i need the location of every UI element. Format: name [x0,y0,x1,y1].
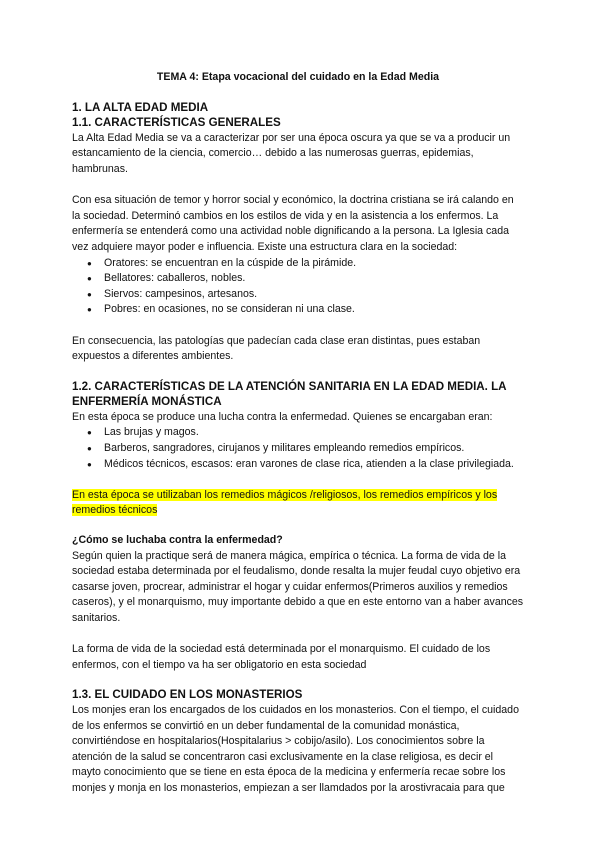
section-1-2-heading: 1.2. CARACTERÍSTICAS DE LA ATENCIÓN SANITARIA EN LA EDAD MEDIA. LA ENFERMERÍA MONÁSTICA [72,379,507,409]
section-1-heading: 1. LA ALTA EDAD MEDIA [72,100,209,114]
list-item: ● Las brujas y magos. [104,425,524,441]
section-1-2-paragraph-1: En esta época se produce una lucha contra la enfermedad. Quienes se encargaban eran: [72,410,493,423]
document-body [72,70,524,797]
section-1-2-paragraph-3: La forma de vida de la sociedad está determinada por el monarquismo. El cuidado de los enfermos, con el tiempo va ha ser obligatorio en esta sociedad [72,643,491,671]
social-classes-list [72,256,524,318]
section-1-3-heading: 1.3. EL CUIDADO EN LOS MONASTERIOS [72,688,303,702]
list-item: ● Oratores: se encuentran en la cúspide de la pirámide. [104,256,524,272]
healers-list [72,425,524,472]
section-1-2-paragraph-2: Según quien la practique será de manera mágica, empírica o técnica. La forma de vida de la sociedad estaba determinada por el feudalismo, donde resalta la mujer feudal cuyo objetivo era casarse joven, procrear, administrar el hogar y cuidar enfermos(Primeros auxilios y remedios caseros), y el monarquismo, muy importante debido a que en este entorno van a haber avances sanitarios. [72,549,524,624]
document-title: TEMA 4: Etapa vocacional del cuidado en la Edad Media [156,71,440,83]
question-heading: ¿Cómo se luchaba contra la enfermedad? [72,534,283,547]
list-item: ● Pobres: en ocasiones, no se consideran ni una clase. [104,302,524,318]
section-1-3-paragraph-1: Los monjes eran los encargados de los cuidados en los monasterios. Con el tiempo, el cuidado de los enfermos se convirtió en un deber fundamental de la comunidad monástica, convirtiéndose en hospitalarios(Hospitalarius > cobijo/asilo). Los conocimientos sobre la atención de la salud se concentraron casi exclusivamente en la clase religiosa, es decir el mayto conocimiento que se tiene en esta época de la medicina y enfermería recae sobre los monjes y monja en los monasterios, empiezan a ser llamdados por la arostivracaia para que [72,703,519,794]
list-item: ● Barberos, sangradores, cirujanos y militares empleando remedios empíricos. [104,441,524,457]
section-1-1-paragraph-2: Con esa situación de temor y horror social y económico, la doctrina cristiana se irá calando en la sociedad. Determinó cambios en los estilos de vida y en la asistencia a los enfermos. La enfermería se entenderá como una actividad noble dignificando a la persona. La Iglesia cada vez adquiere mayor poder e influencia. Existe una estructura clara en la sociedad: [72,194,514,253]
section-1-1-paragraph-3: En consecuencia, las patologías que padecían cada clase eran distintas, pues estaban expuestos a diferentes ambientes. [72,334,481,363]
list-item: ● Siervos: campesinos, artesanos. [104,287,524,303]
highlighted-paragraph [72,488,524,519]
highlighted-text: En esta época se utilizaban los remedios mágicos /religiosos, los remedios empíricos y los remedios técnicos [72,488,498,517]
list-item: ● Médicos técnicos, escasos: eran varones de clase rica, atienden a la clase privilegiada. [104,457,524,473]
section-1-1-heading: 1.1. CARACTERÍSTICAS GENERALES [72,116,281,130]
section-1-1-paragraph-1: La Alta Edad Media se va a caracterizar por ser una época oscura ya que se va a producir un estancamiento de la ciencia, comercio… debido a las numerosas guerras, epidemias, hambrunas. [72,131,511,175]
list-item: ● Bellatores: caballeros, nobles. [104,271,524,287]
